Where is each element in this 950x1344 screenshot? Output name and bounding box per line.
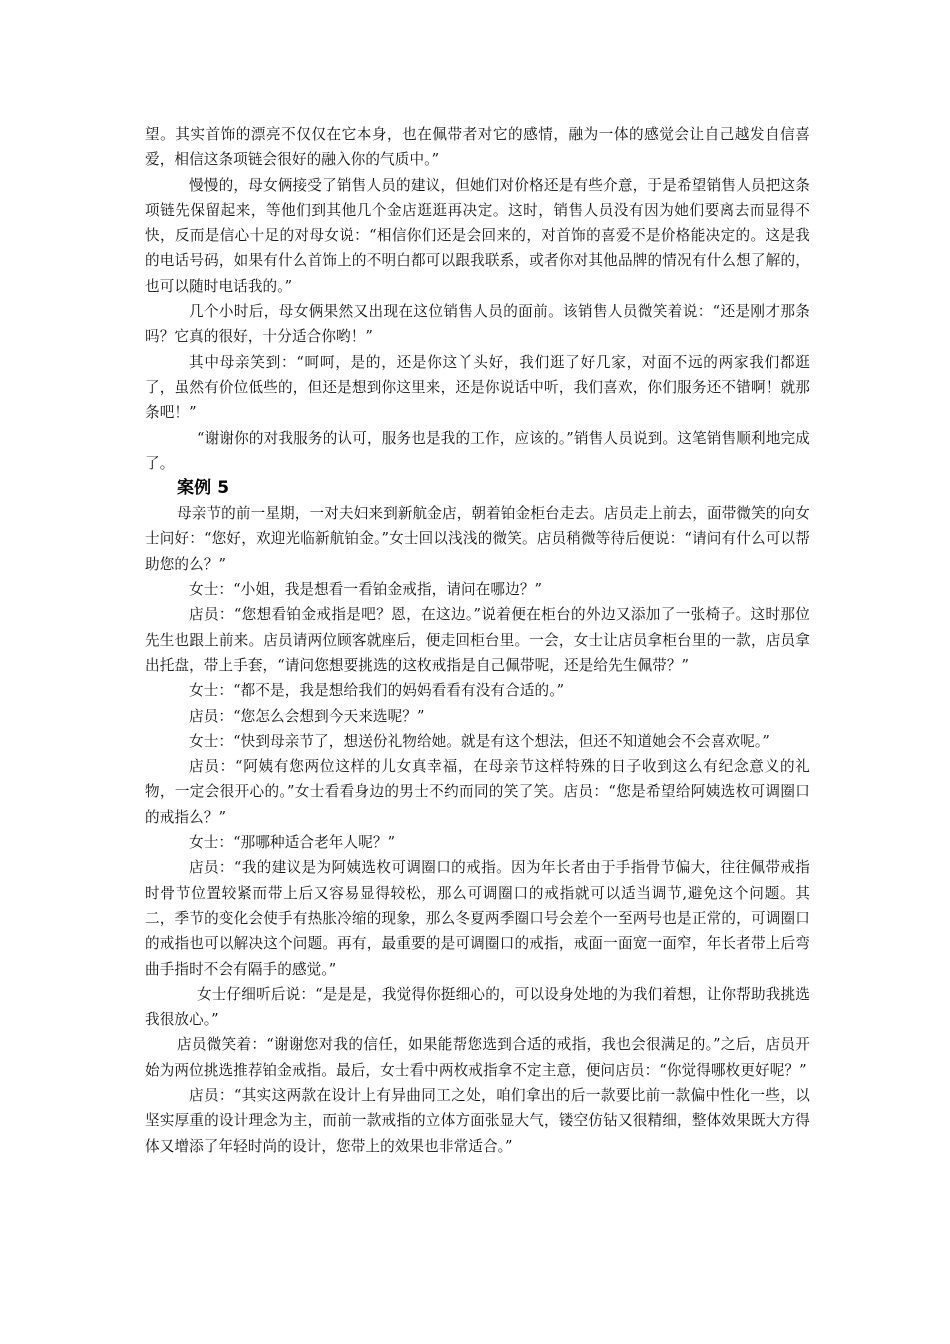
paragraph: 女士仔细听后说：“是是是，我觉得你挺细心的，可以设身处地的为我们着想，让你帮助我挑选我很放心。”	[145, 985, 810, 1029]
paragraph: 望。其实首饰的漂亮不仅仅在它本身，也在佩带者对它的感情，融为一体的感觉会让自己越发自信喜爱，相信这条项链会很好的融入你的气质中。”	[145, 126, 810, 169]
paragraph: 慢慢的，母女俩接受了销售人员的建议，但她们对价格还是有些介意，于是希望销售人员把这条项链先保留起来，等他们到其他几个金店逛逛再决定。这时，销售人员没有因为她们要离去而显得不快，反而是信心十足的对母女说：“相信你们还是会回来的，对首饰的喜爱不是价格能决定的。这是我的电话号码，如果有什么首饰上的不明白都可以跟我联系，或者你对其他品牌的情况有什么想了解的，也可以随时电话我的。”	[145, 176, 810, 295]
paragraph: 女士：“快到母亲节了，想送份礼物给她。就是有这个想法，但还不知道她会不会喜欢呢。”	[189, 732, 770, 750]
paragraph: 店员：“您怎么会想到今天来选呢？”	[189, 707, 425, 725]
paragraph: 母亲节的前一星期，一对夫妇来到新航金店，朝着铂金柜台走去。店员走上前去，面带微笑的向女士问好：“您好，欢迎光临新航铂金。”女士回以浅浅的微笑。店员稍微等待后便说：“请问有什么可以帮助您的么？”	[145, 505, 810, 573]
document-body	[145, 122, 810, 1159]
paragraph: 女士：“都不是，我是想给我们的妈妈看看有没有合适的。”	[189, 682, 565, 700]
paragraph: 店员：“我的建议是为阿姨选枚可调圈口的戒指。因为年长者由于手指骨节偏大，往往佩带戒指时骨节位置较紧而带上后又容易显得较松，那么可调圈口的戒指就可以适当调节,避免这个问题。其二，季节的变化会使手有热胀冷缩的现象，那么冬夏两季圈口号会差个一至两号也是正常的，可调圈口的戒指也可以解决这个问题。再有，最重要的是可调圈口的戒指，戒面一面宽一面窄，年长者带上后弯曲手指时不会有隔手的感觉。”	[145, 859, 810, 978]
paragraph: 女士：“小姐，我是想看一看铂金戒指，请问在哪边？”	[189, 581, 543, 599]
section-heading: 案例 5	[177, 478, 230, 499]
paragraph: 店员：“其实这两款在设计上有异曲同工之处，咱们拿出的后一款要比前一款偏中性化一些，以坚实厚重的设计理念为主，而前一款戒指的立体方面张显大气，镂空仿钻又很精细，整体效果既大方得体又增添了年轻时尚的设计，您带上的效果也非常适合。”	[145, 1086, 810, 1155]
paragraph: 几个小时后，母女俩果然又出现在这位销售人员的面前。该销售人员微笑着说：“还是刚才那条吗？它真的很好，十分适合你哟！”	[145, 303, 810, 346]
paragraph: 女士：“那哪种适合老年人呢？”	[189, 834, 396, 852]
paragraph: “谢谢你的对我服务的认可，服务也是我的工作，应该的。”销售人员说到。这笔销售顺利地完成了。	[145, 429, 810, 472]
paragraph: 店员微笑着：“谢谢您对我的信任，如果能帮您选到合适的戒指，我也会很满足的。”之后，店员开始为两位挑选推荐铂金戒指。最后，女士看中两枚戒指拿不定主意，便问店员：“你觉得哪枚更好呢？”	[145, 1036, 810, 1079]
paragraph: 店员：“您想看铂金戒指是吧？恩，在这边。”说着便在柜台的外边又添加了一张椅子。这时那位先生也跟上前来。店员请两位顾客就座后，便走回柜台里。一会，女士让店员拿柜台里的一款，店员拿出托盘，带上手套，“请问您想要挑选的这枚戒指是自己佩带呢，还是给先生佩带？”	[145, 606, 810, 674]
paragraph: 店员：“阿姨有您两位这样的儿女真幸福，在母亲节这样特殊的日子收到这么有纪念意义的礼物，一定会很开心的。”女士看看身边的男士不约而同的笑了笑。店员：“您是希望给阿姨选枚可调圈口的戒指么？”	[145, 758, 810, 826]
paragraph: 其中母亲笑到：“呵呵，是的，还是你这丫头好，我们逛了好几家，对面不远的两家我们都逛了，虽然有价位低些的，但还是想到你这里来，还是你说话中听，我们喜欢，你们服务还不错啊！就那条吧！”	[145, 353, 810, 422]
